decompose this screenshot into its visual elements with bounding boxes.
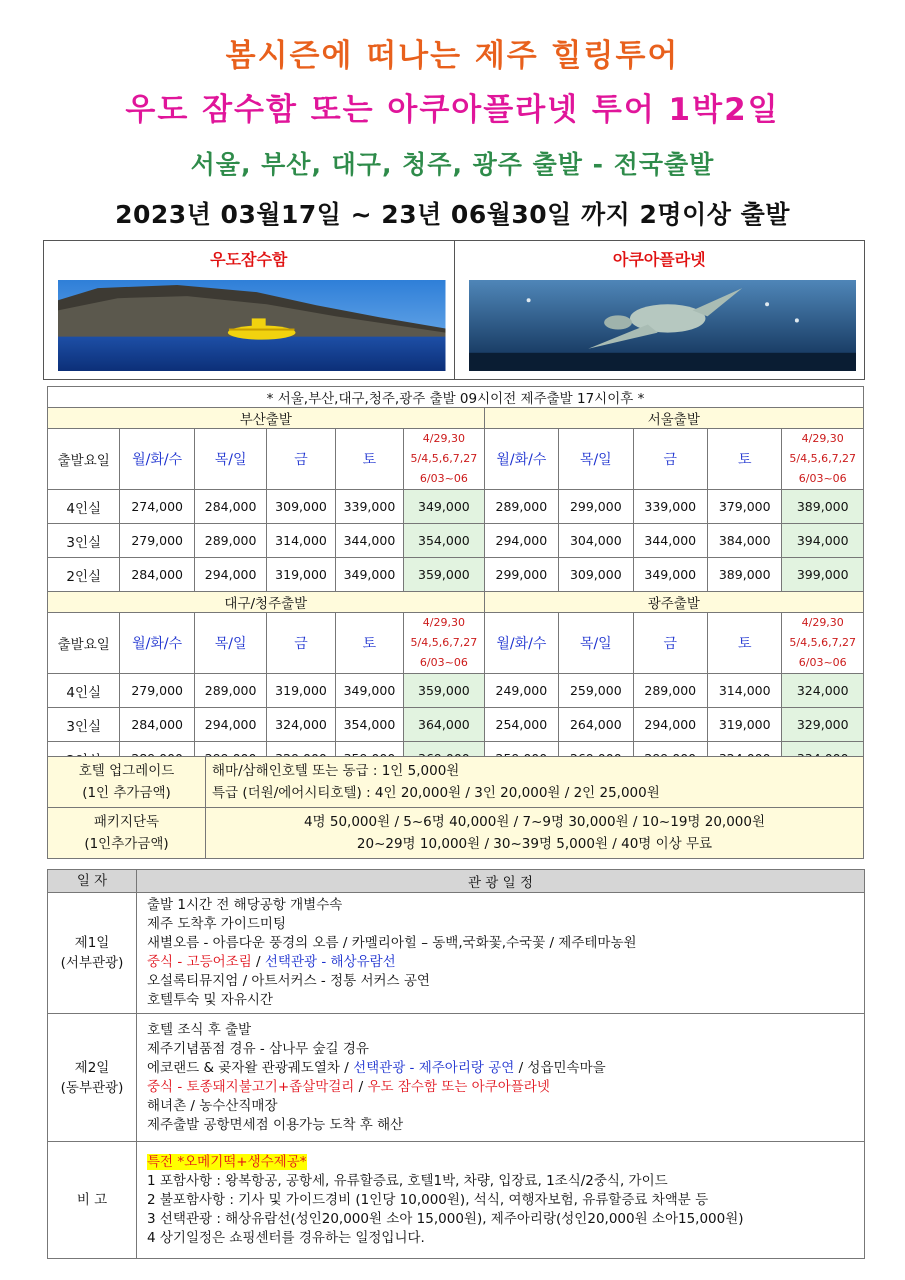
price-cell: 349,000: [335, 674, 403, 708]
room-label: 2인실: [48, 558, 120, 592]
region-busan: 부산출발: [48, 408, 485, 429]
day-thu-sun: 목/일: [194, 613, 266, 674]
price-cell: 314,000: [267, 524, 335, 558]
price-cell: 354,000: [335, 708, 403, 742]
price-cell: 389,000: [707, 558, 781, 592]
day-sat: 토: [707, 429, 781, 490]
holiday-dates: 4/29,30 5/4,5,6,7,27 6/03~06: [404, 429, 484, 490]
day-sat: 토: [335, 613, 403, 674]
price-cell: 359,000: [404, 674, 484, 708]
room-label: 4인실: [48, 490, 120, 524]
price-cell: 299,000: [484, 558, 558, 592]
schedule-table: [47, 869, 865, 1259]
price-cell: 319,000: [267, 558, 335, 592]
day2-itinerary: 호텔 조식 후 출발 제주기념품점 경유 - 삼나무 숲길 경유 에코랜드 & 곶자왈 관광궤도열차 / 선택관광 - 제주아리랑 공연 / 성읍민속마을 중식 - 토종돼지불고기+좁살막걸리 / 우도 잠수함 또는 아쿠아플라넷 해녀촌 / 농수산직매장 제주출발 공항면세점 이용가능 도착 후 해산: [137, 1014, 865, 1142]
day2-row: [48, 1014, 865, 1142]
day-fri: 금: [633, 429, 707, 490]
price-row: [48, 490, 864, 524]
price-cell: 249,000: [484, 674, 558, 708]
price-cell: 264,000: [559, 708, 633, 742]
departure-time-note: * 서울,부산,대구,청주,광주 출발 09시이전 제주출발 17시이후 *: [48, 387, 864, 408]
price-cell: 254,000: [484, 708, 558, 742]
departure-day-label: 출발요일: [48, 429, 120, 490]
day-fri: 금: [267, 429, 335, 490]
region-seoul: 서울출발: [484, 408, 863, 429]
price-cell: 389,000: [782, 490, 864, 524]
title-line-2: 우도 잠수함 또는 아쿠아플라넷 투어 1박2일: [125, 92, 780, 128]
price-cell: 329,000: [782, 708, 864, 742]
special-benefit: 특전 *오메기떡+생수제공*: [147, 1153, 307, 1170]
price-cell: 284,000: [120, 708, 194, 742]
price-cell: 309,000: [559, 558, 633, 592]
price-cell: 344,000: [633, 524, 707, 558]
day-mon-tue-wed: 월/화/수: [484, 429, 558, 490]
price-cell: 394,000: [782, 524, 864, 558]
tour-period: 2023년 03월17일 ~ 23년 06월30일 까지 2명이상 출발: [115, 200, 790, 229]
price-cell: 289,000: [194, 524, 266, 558]
departure-cities: 서울, 부산, 대구, 청주, 광주 출발 - 전국출발: [190, 150, 715, 179]
photo-cell-submarine: [44, 241, 454, 379]
room-label: 3인실: [48, 708, 120, 742]
photo-panel: [43, 240, 865, 380]
price-cell: 284,000: [120, 558, 194, 592]
price-cell: 279,000: [120, 674, 194, 708]
price-table: [47, 386, 864, 776]
region-daegu-cheongju: 대구/청주출발: [48, 592, 485, 613]
price-cell: 274,000: [120, 490, 194, 524]
day-fri: 금: [267, 613, 335, 674]
day-thu-sun: 목/일: [559, 429, 633, 490]
notes-label: 비 고: [48, 1142, 137, 1259]
price-row: [48, 708, 864, 742]
notes-row: [48, 1142, 865, 1259]
day-mon-tue-wed: 월/화/수: [120, 613, 194, 674]
holiday-dates: 4/29,30 5/4,5,6,7,27 6/03~06: [782, 613, 864, 674]
price-cell: 289,000: [194, 674, 266, 708]
day1-itinerary: 출발 1시간 전 해당공항 개별수속 제주 도착후 가이드미팅 새별오름 - 아름다운 풍경의 오름 / 카멜리아힐 – 동백,국화꽃,수국꽃 / 제주테마농원 중식 - 고등어조림 / 선택관광 - 해상유람선 오설록티뮤지엄 / 아트서커스 - 정통 서커스 공연 호텔투숙 및 자유시간: [137, 893, 865, 1014]
day-mon-tue-wed: 월/화/수: [120, 429, 194, 490]
price-cell: 294,000: [194, 558, 266, 592]
price-cell: 354,000: [404, 524, 484, 558]
day-thu-sun: 목/일: [194, 429, 266, 490]
notes-content: 특전 *오메기떡+생수제공* 1 포함사항 : 왕복항공, 공항세, 유류할증료, 호텔1박, 차량, 입장료, 1조식/2중식, 가이드 2 불포함사항 : 기사 및 가이드경비 (1인당 10,000원), 석식, 여행자보험, 유류할증료 차액분 등 3 선택관광 : 해상유람선(성인20,000원 소아 15,000원), 제주아리랑(성인20,000원 소아15,000원) 4 상기일정은 쇼핑센터를 경유하는 일정입니다.: [137, 1142, 865, 1259]
submarine-photo: [58, 280, 446, 371]
price-cell: 309,000: [267, 490, 335, 524]
hotel-upgrade-info: 해마/삼해인호텔 또는 동급 : 1인 5,000원 특급 (더원/에어시티호텔) : 4인 20,000원 / 3인 20,000원 / 2인 25,000원: [206, 757, 864, 808]
room-label: 3인실: [48, 524, 120, 558]
price-cell: 379,000: [707, 490, 781, 524]
price-cell: 324,000: [267, 708, 335, 742]
price-cell: 319,000: [707, 708, 781, 742]
price-cell: 349,000: [404, 490, 484, 524]
col-day-header: 일 자: [48, 870, 137, 893]
price-cell: 364,000: [404, 708, 484, 742]
price-cell: 339,000: [335, 490, 403, 524]
photo-cell-aquaplanet: [454, 241, 865, 379]
title-line-1: 봄시즌에 떠나는 제주 힐링투어: [225, 38, 680, 74]
col-itinerary-header: 관 광 일 정: [137, 870, 865, 893]
price-cell: 344,000: [335, 524, 403, 558]
package-info: 4명 50,000원 / 5~6명 40,000원 / 7~9명 30,000원 / 10~19명 20,000원 20~29명 10,000원 / 30~39명 5,000원 / 40명 이상 무료: [206, 808, 864, 859]
holiday-dates: 4/29,30 5/4,5,6,7,27 6/03~06: [782, 429, 864, 490]
price-cell: 349,000: [633, 558, 707, 592]
holiday-dates: 4/29,30 5/4,5,6,7,27 6/03~06: [404, 613, 484, 674]
day-thu-sun: 목/일: [559, 613, 633, 674]
package-label: 패키지단독 (1인추가금액): [48, 808, 206, 859]
price-cell: 284,000: [194, 490, 266, 524]
day1-label: 제1일 (서부관광): [48, 893, 137, 1014]
price-cell: 304,000: [559, 524, 633, 558]
room-label: 4인실: [48, 674, 120, 708]
photo-label-aquaplanet: 아쿠아플라넷: [612, 250, 706, 269]
day-sat: 토: [707, 613, 781, 674]
price-cell: 319,000: [267, 674, 335, 708]
day1-row: [48, 893, 865, 1014]
photo-label-submarine: 우도잠수함: [210, 250, 288, 269]
departure-day-label: 출발요일: [48, 613, 120, 674]
price-cell: 294,000: [633, 708, 707, 742]
aquarium-photo: [469, 280, 857, 371]
extra-charges-table: [47, 756, 864, 859]
price-cell: 279,000: [120, 524, 194, 558]
price-cell: 339,000: [633, 490, 707, 524]
region-gwangju: 광주출발: [484, 592, 863, 613]
price-cell: 289,000: [633, 674, 707, 708]
price-row: [48, 674, 864, 708]
price-cell: 259,000: [559, 674, 633, 708]
day-mon-tue-wed: 월/화/수: [484, 613, 558, 674]
price-cell: 299,000: [559, 490, 633, 524]
price-cell: 294,000: [484, 524, 558, 558]
price-cell: 294,000: [194, 708, 266, 742]
day-sat: 토: [335, 429, 403, 490]
price-cell: 314,000: [707, 674, 781, 708]
price-cell: 349,000: [335, 558, 403, 592]
price-cell: 359,000: [404, 558, 484, 592]
price-cell: 289,000: [484, 490, 558, 524]
price-row: [48, 558, 864, 592]
price-cell: 399,000: [782, 558, 864, 592]
hotel-upgrade-label: 호텔 업그레이드 (1인 추가금액): [48, 757, 206, 808]
day-fri: 금: [633, 613, 707, 674]
price-cell: 324,000: [782, 674, 864, 708]
price-row: [48, 524, 864, 558]
day2-label: 제2일 (동부관광): [48, 1014, 137, 1142]
price-cell: 384,000: [707, 524, 781, 558]
